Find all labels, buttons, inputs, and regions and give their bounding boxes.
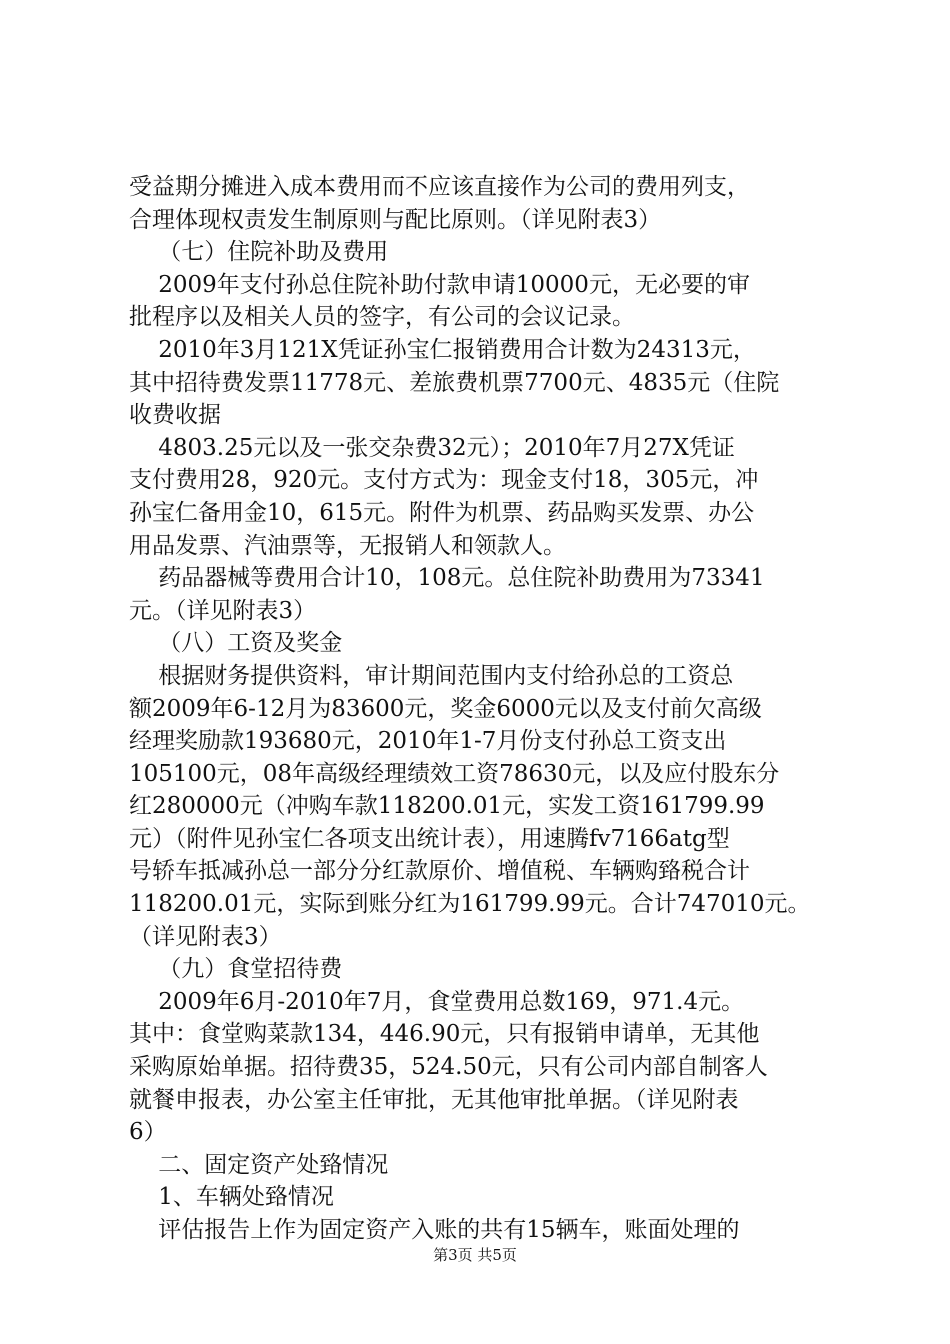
text-line: 其中招待费发票11778元、差旅费机票7700元、4835元（住院 <box>129 369 780 396</box>
section-heading: （九）食堂招待费 <box>129 956 343 983</box>
text-line: 号轿车抵减孙总一部分分红款原价、增值税、车辆购臵税合计 <box>129 858 750 885</box>
text-line: 收费收据 <box>129 402 221 429</box>
text-line: 批程序以及相关人员的签字，有公司的会议记录。 <box>129 304 635 331</box>
text-line: 元。（详见附表3） <box>129 597 317 624</box>
text-line: 药品器械等费用合计10，108元。总住院补助费用为73341 <box>129 565 765 592</box>
text-line: 118200.01元，实际到账分红为161799.99元。合计747010元。 <box>129 891 811 918</box>
text-line: 红280000元（冲购车款118200.01元，实发工资161799.99 <box>129 793 765 820</box>
section-heading: （八）工资及奖金 <box>129 630 343 657</box>
body-text <box>129 171 839 1247</box>
text-line: 2009年6月-2010年7月，食堂费用总数169，971.4元。 <box>129 988 745 1015</box>
text-line: 额2009年6-12月为83600元，奖金6000元以及支付前欠高级 <box>129 695 762 722</box>
section-heading: 1、车辆处臵情况 <box>129 1184 334 1211</box>
text-line: 合理体现权责发生制原则与配比原则。（详见附表3） <box>129 206 662 233</box>
text-line: （详见附表3） <box>129 923 282 950</box>
text-line: 评估报告上作为固定资产入账的共有15辆车，账面处理的 <box>129 1217 740 1243</box>
text-line: 2010年3月121X凭证孙宝仁报销费用合计数为24313元， <box>129 336 756 363</box>
text-line: 受益期分摊进入成本费用而不应该直接作为公司的费用列支， <box>129 174 750 200</box>
text-line: 就餐申报表，办公室主任审批，无其他审批单据。（详见附表 <box>129 1086 739 1113</box>
section-heading: 二、固定资产处臵情况 <box>129 1151 389 1178</box>
text-line: 2009年支付孙总住院补助付款申请10000元，无必要的审 <box>129 271 750 298</box>
text-line: 其中：食堂购菜款134，446.90元，只有报销申请单，无其他 <box>129 1021 760 1048</box>
text-line: 孙宝仁备用金10，615元。附件为机票、药品购买发票、办公 <box>129 499 755 526</box>
text-line: 根据财务提供资料，审计期间范围内支付给孙总的工资总 <box>129 662 734 689</box>
section-heading: （七）住院补助及费用 <box>129 239 389 266</box>
text-line: 支付费用28，920元。支付方式为：现金支付18，305元，冲 <box>129 467 759 494</box>
text-line: 采购原始单据。招待费35，524.50元，只有公司内部自制客人 <box>129 1054 768 1081</box>
text-line: 4803.25元以及一张交杂费32元）；2010年7月27X凭证 <box>129 434 735 461</box>
text-line: 用品发票、汽油票等，无报销人和领款人。 <box>129 532 566 559</box>
text-line: 6） <box>129 1119 167 1146</box>
text-line: 元）（附件见孙宝仁各项支出统计表），用速腾fv7166atg型 <box>129 825 730 852</box>
text-line: 经理奖励款193680元，2010年1-7月份支付孙总工资支出 <box>129 728 727 755</box>
text-line: 105100元，08年高级经理绩效工资78630元，以及应付股东分 <box>129 760 780 787</box>
page-number-footer: 第3页 共5页 <box>433 1246 517 1264</box>
